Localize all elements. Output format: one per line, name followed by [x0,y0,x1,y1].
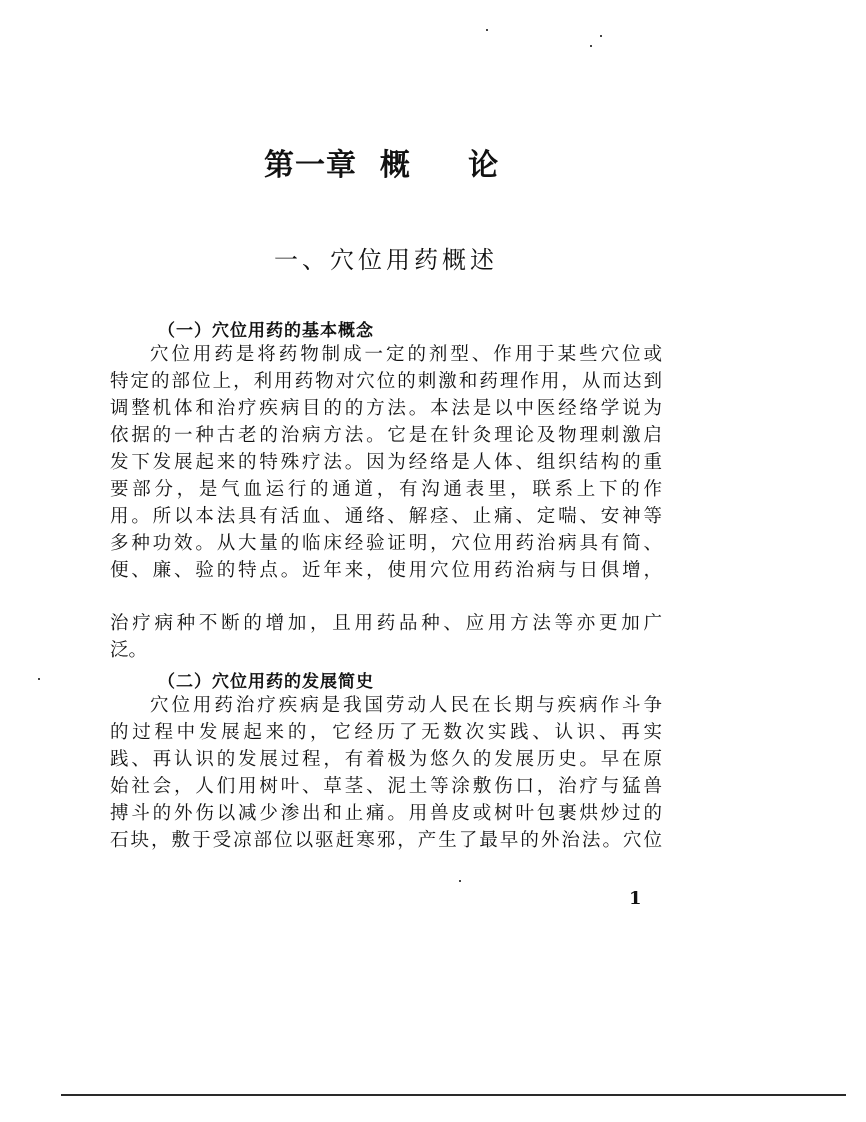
section-title: 一、穴位用药概述 [274,246,498,274]
page-number: 1 [629,888,642,909]
paragraph-line: 特定的部位上，利用药物对穴位的刺激和药理作用，从而达到 [110,371,662,392]
paragraph-line: 调整机体和治疗疾病目的的方法。本法是以中医经络学说为 [110,398,662,419]
paragraph-line: 石块，敷于受凉部位以驱赶寒邪，产生了最早的外治法。穴位 [110,830,662,851]
paragraph-line: 用。所以本法具有活血、通络、解痉、止痛、定喘、安神等 [110,506,662,527]
scan-speck [600,35,602,37]
paragraph-line: 泛。 [110,640,148,661]
paragraph-line: 穴位用药治疗疾病是我国劳动人民在长期与疾病作斗争 [150,695,662,716]
scan-speck [459,880,461,882]
scan-speck [38,678,40,680]
paragraph-line: 的过程中发展起来的，它经历了无数次实践、认识、再实 [110,722,662,743]
paragraph-line: 搏斗的外伤以减少渗出和止痛。用兽皮或树叶包裹烘炒过的 [110,803,662,824]
scan-speck [486,29,488,31]
paragraph-line: 穴位用药是将药物制成一定的剂型、作用于某些穴位或 [150,344,662,365]
paragraph-line: 发下发展起来的特殊疗法。因为经络是人体、组织结构的重 [110,452,662,473]
paragraph-line: 始社会，人们用树叶、草茎、泥土等涂敷伤口，治疗与猛兽 [110,776,662,797]
subsection-heading: （二）穴位用药的发展简史 [158,672,374,692]
paragraph-line: 便、廉、验的特点。近年来，使用穴位用药治病与日俱增， [110,560,662,581]
paragraph-line: 治疗病种不断的增加，且用药品种、应用方法等亦更加广 [110,613,662,634]
chapter-title: 第一章 概 论 [264,148,500,183]
page-bottom-rule [61,1094,846,1096]
scan-speck [590,45,592,47]
paragraph-line: 践、再认识的发展过程，有着极为悠久的发展历史。早在原 [110,749,662,770]
paragraph-line: 多种功效。从大量的临床经验证明，穴位用药治病具有简、 [110,533,662,554]
subsection-heading: （一）穴位用药的基本概念 [158,321,374,341]
paragraph-line: 要部分，是气血运行的通道，有沟通表里，联系上下的作 [110,479,662,500]
paragraph-line: 依据的一种古老的治病方法。它是在针灸理论及物理刺激启 [110,425,662,446]
